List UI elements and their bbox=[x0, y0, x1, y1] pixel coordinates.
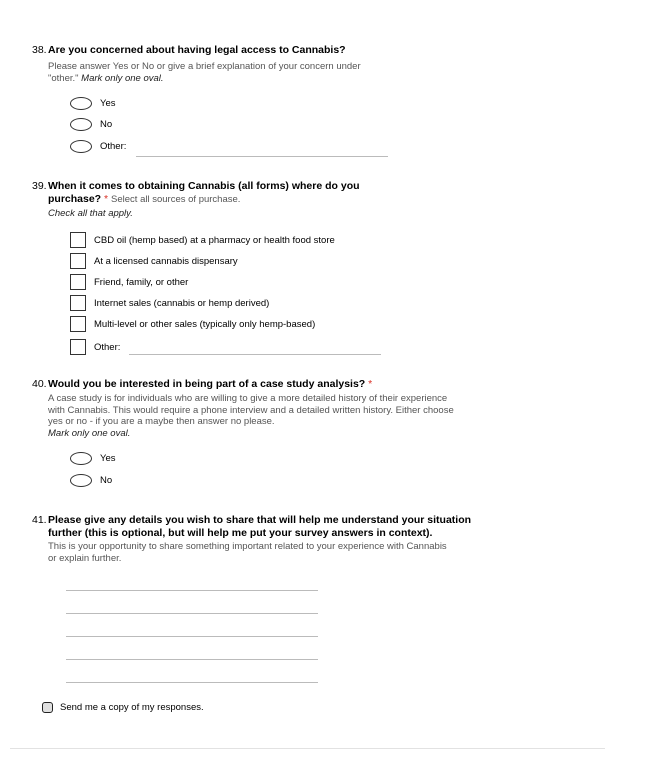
q39-option-pharmacy[interactable]: CBD oil (hemp based) at a pharmacy or health food store bbox=[70, 232, 335, 248]
checkbox[interactable] bbox=[70, 339, 86, 355]
answer-line[interactable] bbox=[66, 590, 318, 591]
question-40 bbox=[32, 378, 608, 440]
checkbox[interactable] bbox=[70, 253, 86, 269]
required-mark: * bbox=[104, 193, 109, 205]
question-39-instruction: Check all that apply. bbox=[48, 208, 133, 219]
question-41 bbox=[32, 514, 608, 564]
question-40-help: A case study is for individuals who are willing to give a more detailed history of their experience with Cannabis. This would require a phone interview and a detailed written history. Either choose yes or no - if you are a maybe then answer no please. bbox=[48, 393, 454, 427]
q39-option-multilevel[interactable]: Multi-level or other sales (typically only hemp-based) bbox=[70, 316, 315, 332]
answer-line[interactable] bbox=[66, 682, 318, 683]
q38-option-yes[interactable]: Yes bbox=[70, 97, 116, 110]
radio-oval[interactable] bbox=[70, 140, 92, 153]
question-39 bbox=[32, 180, 608, 220]
radio-oval[interactable] bbox=[70, 97, 92, 110]
q40-option-no[interactable]: No bbox=[70, 474, 112, 487]
q38-option-no[interactable]: No bbox=[70, 118, 112, 131]
send-copy-checkbox[interactable] bbox=[42, 702, 53, 713]
checkbox[interactable] bbox=[70, 274, 86, 290]
question-41-help: This is your opportunity to share something important related to your experience with Cannabis or explain further. bbox=[48, 541, 447, 564]
q39-other-input[interactable] bbox=[129, 354, 381, 355]
checkbox[interactable] bbox=[70, 295, 86, 311]
checkbox[interactable] bbox=[70, 316, 86, 332]
q39-option-internet[interactable]: Internet sales (cannabis or hemp derived) bbox=[70, 295, 269, 311]
q40-option-yes[interactable]: Yes bbox=[70, 452, 116, 465]
q38-other-input[interactable] bbox=[136, 156, 388, 157]
q39-option-other[interactable]: Other: bbox=[70, 339, 120, 355]
required-mark: * bbox=[368, 378, 373, 390]
send-copy-label: Send me a copy of my responses. bbox=[60, 702, 204, 713]
footer-divider bbox=[10, 748, 605, 749]
q39-option-friend-family[interactable]: Friend, family, or other bbox=[70, 274, 188, 290]
answer-line[interactable] bbox=[66, 659, 318, 660]
question-40-title: 40.Would you be interested in being part of a case study analysis? * bbox=[32, 378, 373, 390]
question-40-instruction: Mark only one oval. bbox=[48, 427, 131, 439]
question-38-help: Please answer Yes or No or give a brief explanation of your concern under "other." Mark only one oval. bbox=[48, 61, 361, 84]
question-39-title: 39.When it comes to obtaining Cannabis (all forms) where do you purchase? * Select all sources of purchase. bbox=[32, 180, 360, 205]
radio-oval[interactable] bbox=[70, 474, 92, 487]
send-copy-option[interactable] bbox=[42, 702, 204, 713]
radio-oval[interactable] bbox=[70, 118, 92, 131]
checkbox[interactable] bbox=[70, 232, 86, 248]
q39-option-dispensary[interactable]: At a licensed cannabis dispensary bbox=[70, 253, 238, 269]
answer-line[interactable] bbox=[66, 636, 318, 637]
q38-option-other[interactable]: Other: bbox=[70, 140, 126, 153]
question-41-title: 41.Please give any details you wish to share that will help me understand your situation further (this is optional, but will help me put your survey answers in context). bbox=[32, 514, 472, 539]
radio-oval[interactable] bbox=[70, 452, 92, 465]
question-38 bbox=[32, 44, 608, 85]
question-38-title: 38.Are you concerned about having legal access to Cannabis? bbox=[32, 44, 346, 56]
answer-line[interactable] bbox=[66, 613, 318, 614]
